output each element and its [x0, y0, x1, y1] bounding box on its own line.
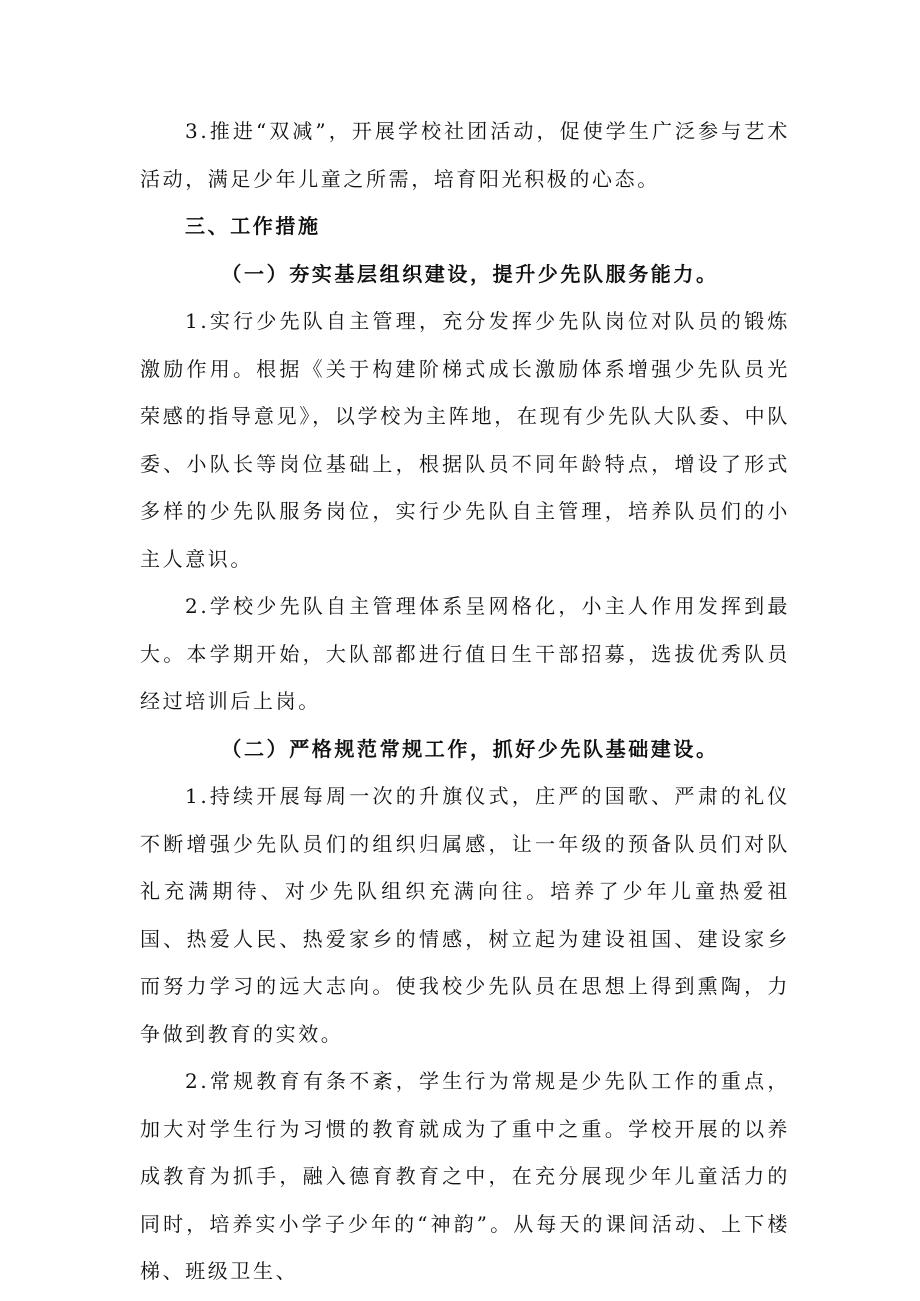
paragraph-routine-education: 2.常规教育有条不紊，学生行为常规是少先队工作的重点，加大对学生行为习惯的教育就成为了重中之重。学校开展的以养成教育为抓手，融入德育教育之中，在充分展现少年儿童活力的同时，培养实小学子少年的“神韵”。从每天的课间活动、上下楼梯、班级卫生、	[140, 1069, 790, 1283]
paragraph-grid-system: 2.学校少先队自主管理体系呈网格化，小主人作用发挥到最大。本学期开始，大队部都进行值日生干部招募，选拔优秀队员经过培训后上岗。	[140, 594, 790, 713]
paragraph-self-management: 1.实行少先队自主管理，充分发挥少先队岗位对队员的锻炼激励作用。根据《关于构建阶梯式成长激励体系增强少先队员光荣感的指导意见》，以学校为主阵地，在现有少先队大队委、中队委、小队长等岗位基础上，根据队员不同年龄特点，增设了形式多样的少先队服务岗位，实行少先队自主管理，培养队员们的小主人意识。	[140, 309, 790, 571]
section-title-work-measures: 三、工作措施	[185, 214, 321, 238]
subsection-title-one: （一）夯实基层组织建设，提升少先队服务能力。	[221, 261, 719, 286]
document-page	[140, 108, 790, 1296]
paragraph-flag-raising: 1.持续开展每周一次的升旗仪式，庄严的国歌、严肃的礼仪不断增强少先队员们的组织归属感，让一年级的预备队员们对队礼充满期待、对少先队组织充满向往。培养了少年儿童热爱祖国、热爱人民、热爱家乡的情感，树立起为建设祖国、建设家乡而努力学习的远大志向。使我校少先队员在思想上得到熏陶，力争做到教育的实效。	[140, 784, 790, 1046]
subsection-title-two: （二）严格规范常规工作，抓好少先队基础建设。	[221, 736, 719, 761]
paragraph-shuangjian: 3.推进“双减”，开展学校社团活动，促使学生广泛参与艺术活动，满足少年儿童之所需，培育阳光积极的心态。	[140, 119, 790, 191]
